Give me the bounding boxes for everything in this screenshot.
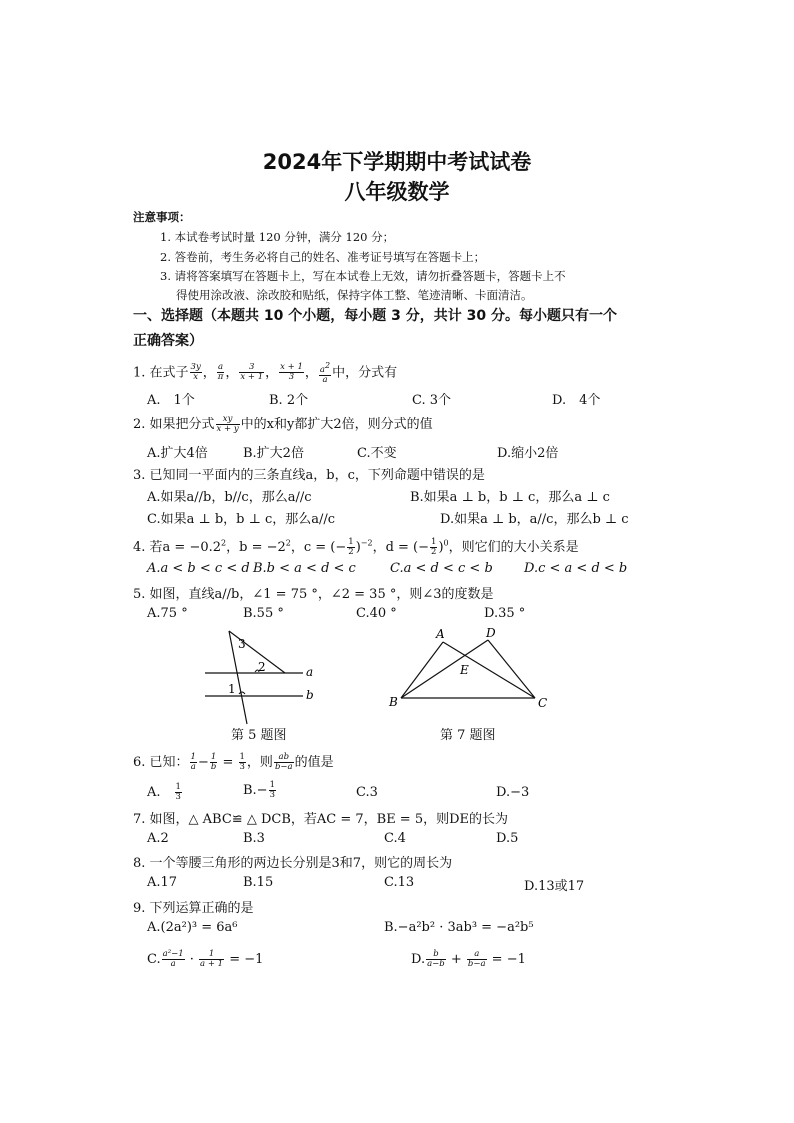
- line-label-a: a: [306, 665, 314, 679]
- fraction: $\frac{1}{3}$: [269, 780, 275, 800]
- point-label-A: A: [436, 627, 445, 641]
- option: C.如果a ⊥ b，b ⊥ c，那么a//c: [147, 512, 336, 527]
- fraction: $\frac{1}{3}$: [239, 752, 245, 772]
- question-9-stem: 9. 下列运算正确的是: [133, 901, 254, 916]
- option: B.b < a < d < c: [253, 561, 356, 576]
- option: B.− $\frac{1}{3}$: [243, 780, 275, 800]
- question-3-stem: 3. 已知同一平面内的三条直线a，b，c，下列命题中错误的是: [133, 468, 485, 483]
- fraction: $\frac{ab}{b-a}$: [274, 752, 293, 772]
- option: B.15: [243, 875, 274, 890]
- fraction: $\frac{1}{a + 1}$: [200, 949, 224, 969]
- question-6-stem: 6. 已知： $\frac{1}{a}$ − $\frac{1}{b}$ = $\frac{1}{3}$ ，则 $\frac{ab}{b-a}$ 的值是: [133, 752, 334, 772]
- option: B.如果a ⊥ b，b ⊥ c，那么a ⊥ c: [410, 490, 610, 505]
- fraction: $\frac{3}{x + 1}$: [240, 362, 264, 383]
- option: C. 3个: [412, 393, 452, 408]
- fraction: $\frac{a}{\pi}$: [217, 362, 224, 383]
- option: D.如果a ⊥ b，a//c，那么b ⊥ c: [440, 512, 629, 527]
- option: A.(2a²)³ = 6a⁶: [147, 920, 238, 935]
- option: B.3: [243, 831, 265, 846]
- option: C.13: [384, 875, 415, 890]
- exam-subtitle: 八年级数学: [344, 180, 450, 204]
- fraction: $\frac{a^2}{a}$: [319, 361, 331, 385]
- notice-item: 得使用涂改液、涂改胶和贴纸，保持字体工整、笔迹清晰、卡面清洁。: [176, 288, 533, 302]
- figure-7-diagram: [385, 626, 555, 712]
- option: B.−a²b² · 3ab³ = −a²b⁵: [384, 920, 534, 935]
- option: C.40 °: [356, 606, 397, 621]
- angle-label-2: 2: [258, 660, 266, 674]
- point-label-D: D: [486, 626, 496, 640]
- option: A. $\frac{1}{3}$: [147, 782, 181, 802]
- question-8-stem: 8. 一个等腰三角形的两边长分别是3和7，则它的周长为: [133, 856, 453, 871]
- notice-item: 3. 请将答案填写在答题卡上，写在本试卷上无效，请勿折叠答题卡，答题卡上不: [160, 269, 566, 283]
- option: D.5: [496, 831, 519, 846]
- option: D.缩小2倍: [497, 446, 559, 461]
- fraction: $\frac{1}{3}$: [175, 782, 181, 802]
- section-heading: 一、选择题（本题共 10 个小题，每小题 3 分，共计 30 分。每小题只有一个: [133, 308, 617, 324]
- question-2-stem: 2. 如果把分式 $\frac{xy}{x + y}$ 中的x和y都扩大2倍，则分式的值: [133, 414, 433, 434]
- point-label-E: E: [460, 663, 469, 677]
- point-label-C: C: [538, 696, 548, 710]
- fraction: $\frac{1}{2}$: [348, 537, 354, 557]
- angle-label-3: 3: [238, 637, 246, 651]
- figure-5-diagram: [195, 625, 325, 725]
- notice-item: 1. 本试卷考试时量 120 分钟，满分 120 分；: [160, 230, 395, 244]
- fraction: $\frac{\text{a²−1}}{a}$: [162, 949, 184, 969]
- option: B.扩大2倍: [243, 446, 304, 461]
- fraction: $\frac{1}{a}$: [190, 752, 196, 772]
- option: D.13或17: [524, 879, 585, 894]
- option: A.2: [147, 831, 169, 846]
- option: D.−3: [496, 785, 530, 800]
- fraction: $\frac{xy}{x + y}$: [216, 414, 239, 434]
- option: A.17: [147, 875, 178, 890]
- fraction: $\frac{a}{b-a}$: [467, 949, 486, 969]
- option: D.c < a < d < b: [524, 561, 628, 576]
- exam-title: 2024年下学期期中考试试卷: [262, 150, 532, 174]
- figure-5-caption: 第 5 题图: [231, 728, 287, 743]
- angle-label-1: 1: [228, 682, 236, 696]
- notice-heading: 注意事项：: [133, 210, 191, 224]
- option: A.a < b < c < d: [147, 561, 250, 576]
- line-label-b: b: [306, 688, 314, 702]
- option: C.a < d < c < b: [390, 561, 493, 576]
- option: D.35 °: [484, 606, 526, 621]
- question-5-stem: 5. 如图，直线a//b，∠1 = 75 °，∠2 = 35 °，则∠3的度数是: [133, 587, 494, 602]
- notice-item: 2. 答卷前，考生务必将自己的姓名、准考证号填写在答题卡上；: [160, 250, 486, 264]
- option: C.4: [384, 831, 406, 846]
- option: C. $\frac{\text{a²−1}}{a}$ · $\frac{1}{a + 1}$ = −1: [147, 949, 264, 969]
- question-1-stem: 1. 在式子 $\frac{3y}{x}$ ， $\frac{a}{\pi}$ ， $\frac{3}{x + 1}$ ， $\frac{x + 1}{3}$ ， $\frac{a^2}{a}$ 中，分式有: [133, 361, 398, 385]
- fraction: $\frac{1}{2}$: [431, 537, 437, 557]
- option: C.3: [356, 785, 378, 800]
- option: A. 1个: [147, 393, 195, 408]
- option: A.75 °: [147, 606, 188, 621]
- option: D. $\frac{b}{a-b}$ + $\frac{a}{b-a}$ = −1: [411, 949, 526, 969]
- fraction: $\frac{3y}{x}$: [190, 362, 201, 383]
- option: A.如果a//b，b//c，那么a//c: [147, 490, 312, 505]
- fraction: $\frac{1}{b}$: [210, 752, 217, 772]
- option: C.不变: [357, 446, 397, 461]
- question-7-stem: 7. 如图，△ ABC≌ △ DCB，若AC = 7，BE = 5，则DE的长为: [133, 812, 509, 827]
- option: D. 4个: [552, 393, 601, 408]
- point-label-B: B: [389, 695, 398, 709]
- figure-7-caption: 第 7 题图: [440, 728, 496, 743]
- option: B. 2个: [269, 393, 309, 408]
- option: A.扩大4倍: [147, 446, 208, 461]
- question-4-stem: 4. 若$a = -0.2^2$，$b = -2^2$，c = (− $\frac{1}{2}$ )$^{-2}$，d = (− $\frac{1}{2}$ )$^0$，则它们的大小关系是: [133, 537, 579, 557]
- section-heading-cont: 正确答案）: [133, 333, 203, 349]
- option: B.55 °: [243, 606, 284, 621]
- fraction: $\frac{b}{a-b}$: [427, 949, 445, 969]
- fraction: $\frac{x + 1}{3}$: [280, 362, 303, 383]
